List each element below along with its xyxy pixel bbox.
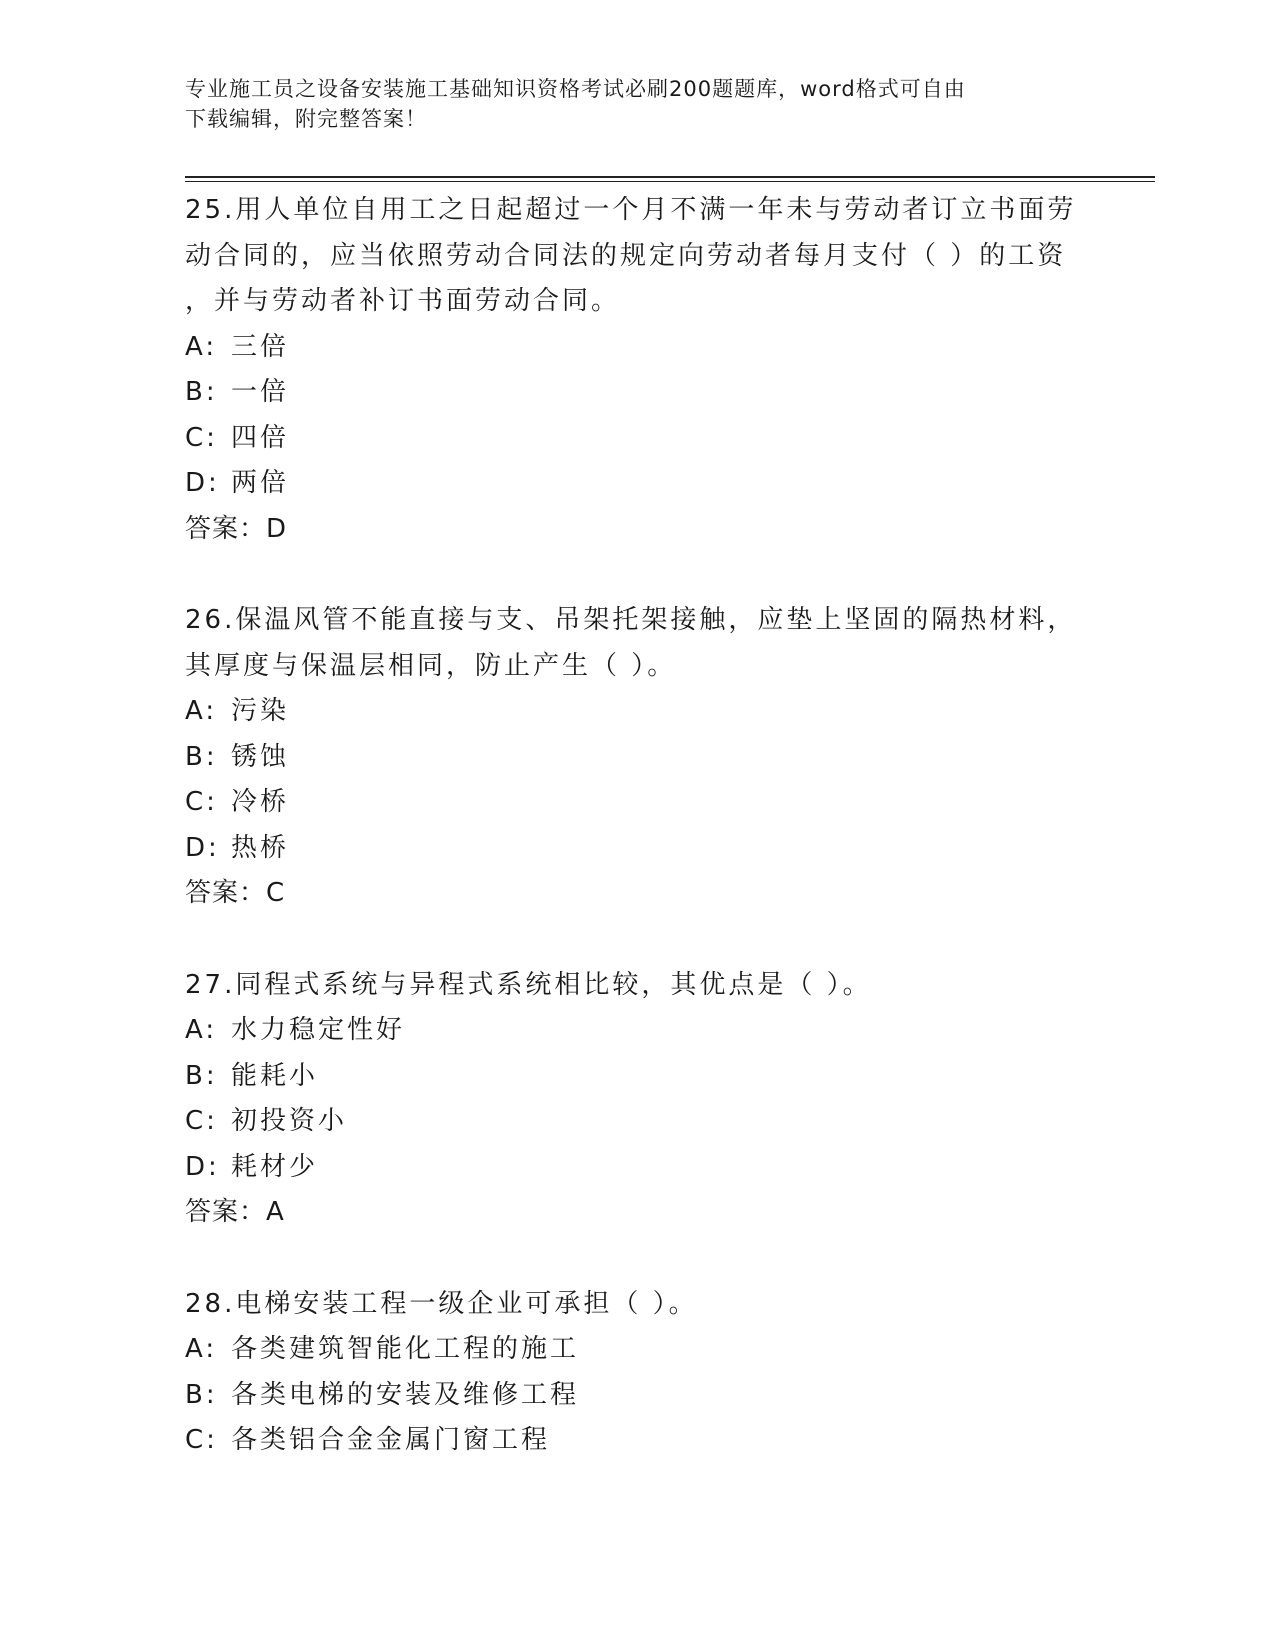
option-text: 初投资小 [231,1106,348,1136]
option-letter: A: [185,331,218,362]
option-letter: C: [185,787,218,817]
question-stem [185,188,1085,325]
stem-line: 26.保温风管不能直接与支、吊架托架接触，应垫上坚固的隔热材料， [185,605,1077,635]
option-text: 各类建筑智能化工程的施工 [231,1334,580,1364]
option-text: 两倍 [231,468,290,498]
option-c [185,416,1085,462]
stem-line: 动合同的，应当依照劳动合同法的规定向劳动者每月支付（ ）的工资 [185,240,1067,271]
answer-line: 答案：D [185,513,288,544]
option-a [185,1008,1085,1054]
option-letter: B: [185,1060,218,1091]
option-c [185,780,1085,826]
header-line-2: 下载编辑，附完整答案！ [185,107,427,131]
option-a [185,325,1085,371]
answer-line: 答案：C [185,878,286,908]
option-letter: C: [185,1425,218,1455]
option-letter: D: [185,832,220,863]
option-text: 热桥 [231,832,290,863]
stem-line: 28.电梯安装工程一级企业可承担（ ）。 [185,1288,698,1319]
option-letter: A: [185,1015,218,1045]
option-a [185,1327,1085,1373]
document-header [185,74,1085,134]
option-letter: D: [185,1151,220,1182]
option-letter: A: [185,1334,218,1364]
option-text: 能耗小 [231,1060,319,1091]
option-letter: A: [185,696,218,726]
question-stem [185,598,1085,689]
header-rule-thick [185,176,1155,178]
option-text: 一倍 [231,377,290,407]
stem-line: ，并与劳动者补订书面劳动合同。 [185,286,621,316]
stem-line: 27.同程式系统与异程式系统相比较，其优点是（ ）。 [185,969,872,1000]
option-text: 三倍 [231,331,290,362]
option-d [185,826,1085,872]
option-letter: B: [185,741,218,772]
option-text: 四倍 [231,422,290,453]
question-28 [185,1282,1085,1464]
option-d [185,1145,1085,1191]
answer-line: 答案：A [185,1197,285,1227]
option-text: 锈蚀 [231,741,290,772]
question-26 [185,598,1085,917]
question-stem [185,963,1085,1009]
option-d [185,461,1085,507]
option-letter: D: [185,468,220,498]
option-b [185,370,1085,416]
question-25 [185,188,1085,552]
question-27 [185,963,1085,1236]
option-b [185,735,1085,781]
option-text: 污染 [231,696,290,726]
option-a [185,689,1085,735]
option-letter: B: [185,377,218,407]
header-rule-thin [185,181,1155,182]
question-list [185,188,1085,1510]
header-line-1: 专业施工员之设备安装施工基础知识资格考试必刷200题题库，word格式可自由 [185,77,966,101]
option-text: 耗材少 [231,1151,319,1182]
option-b [185,1373,1085,1419]
option-c [185,1418,1085,1464]
option-c [185,1099,1085,1145]
option-text: 各类电梯的安装及维修工程 [231,1379,580,1410]
stem-line: 其厚度与保温层相同，防止产生（ ）。 [185,650,677,681]
option-text: 各类铝合金金属门窗工程 [231,1425,551,1455]
stem-line: 25.用人单位自用工之日起超过一个月不满一年未与劳动者订立书面劳 [185,195,1077,225]
option-letter: B: [185,1379,218,1410]
option-text: 冷桥 [231,787,290,817]
question-stem [185,1282,1085,1328]
option-letter: C: [185,1106,218,1136]
option-text: 水力稳定性好 [231,1015,406,1045]
option-b [185,1054,1085,1100]
option-letter: C: [185,422,218,453]
